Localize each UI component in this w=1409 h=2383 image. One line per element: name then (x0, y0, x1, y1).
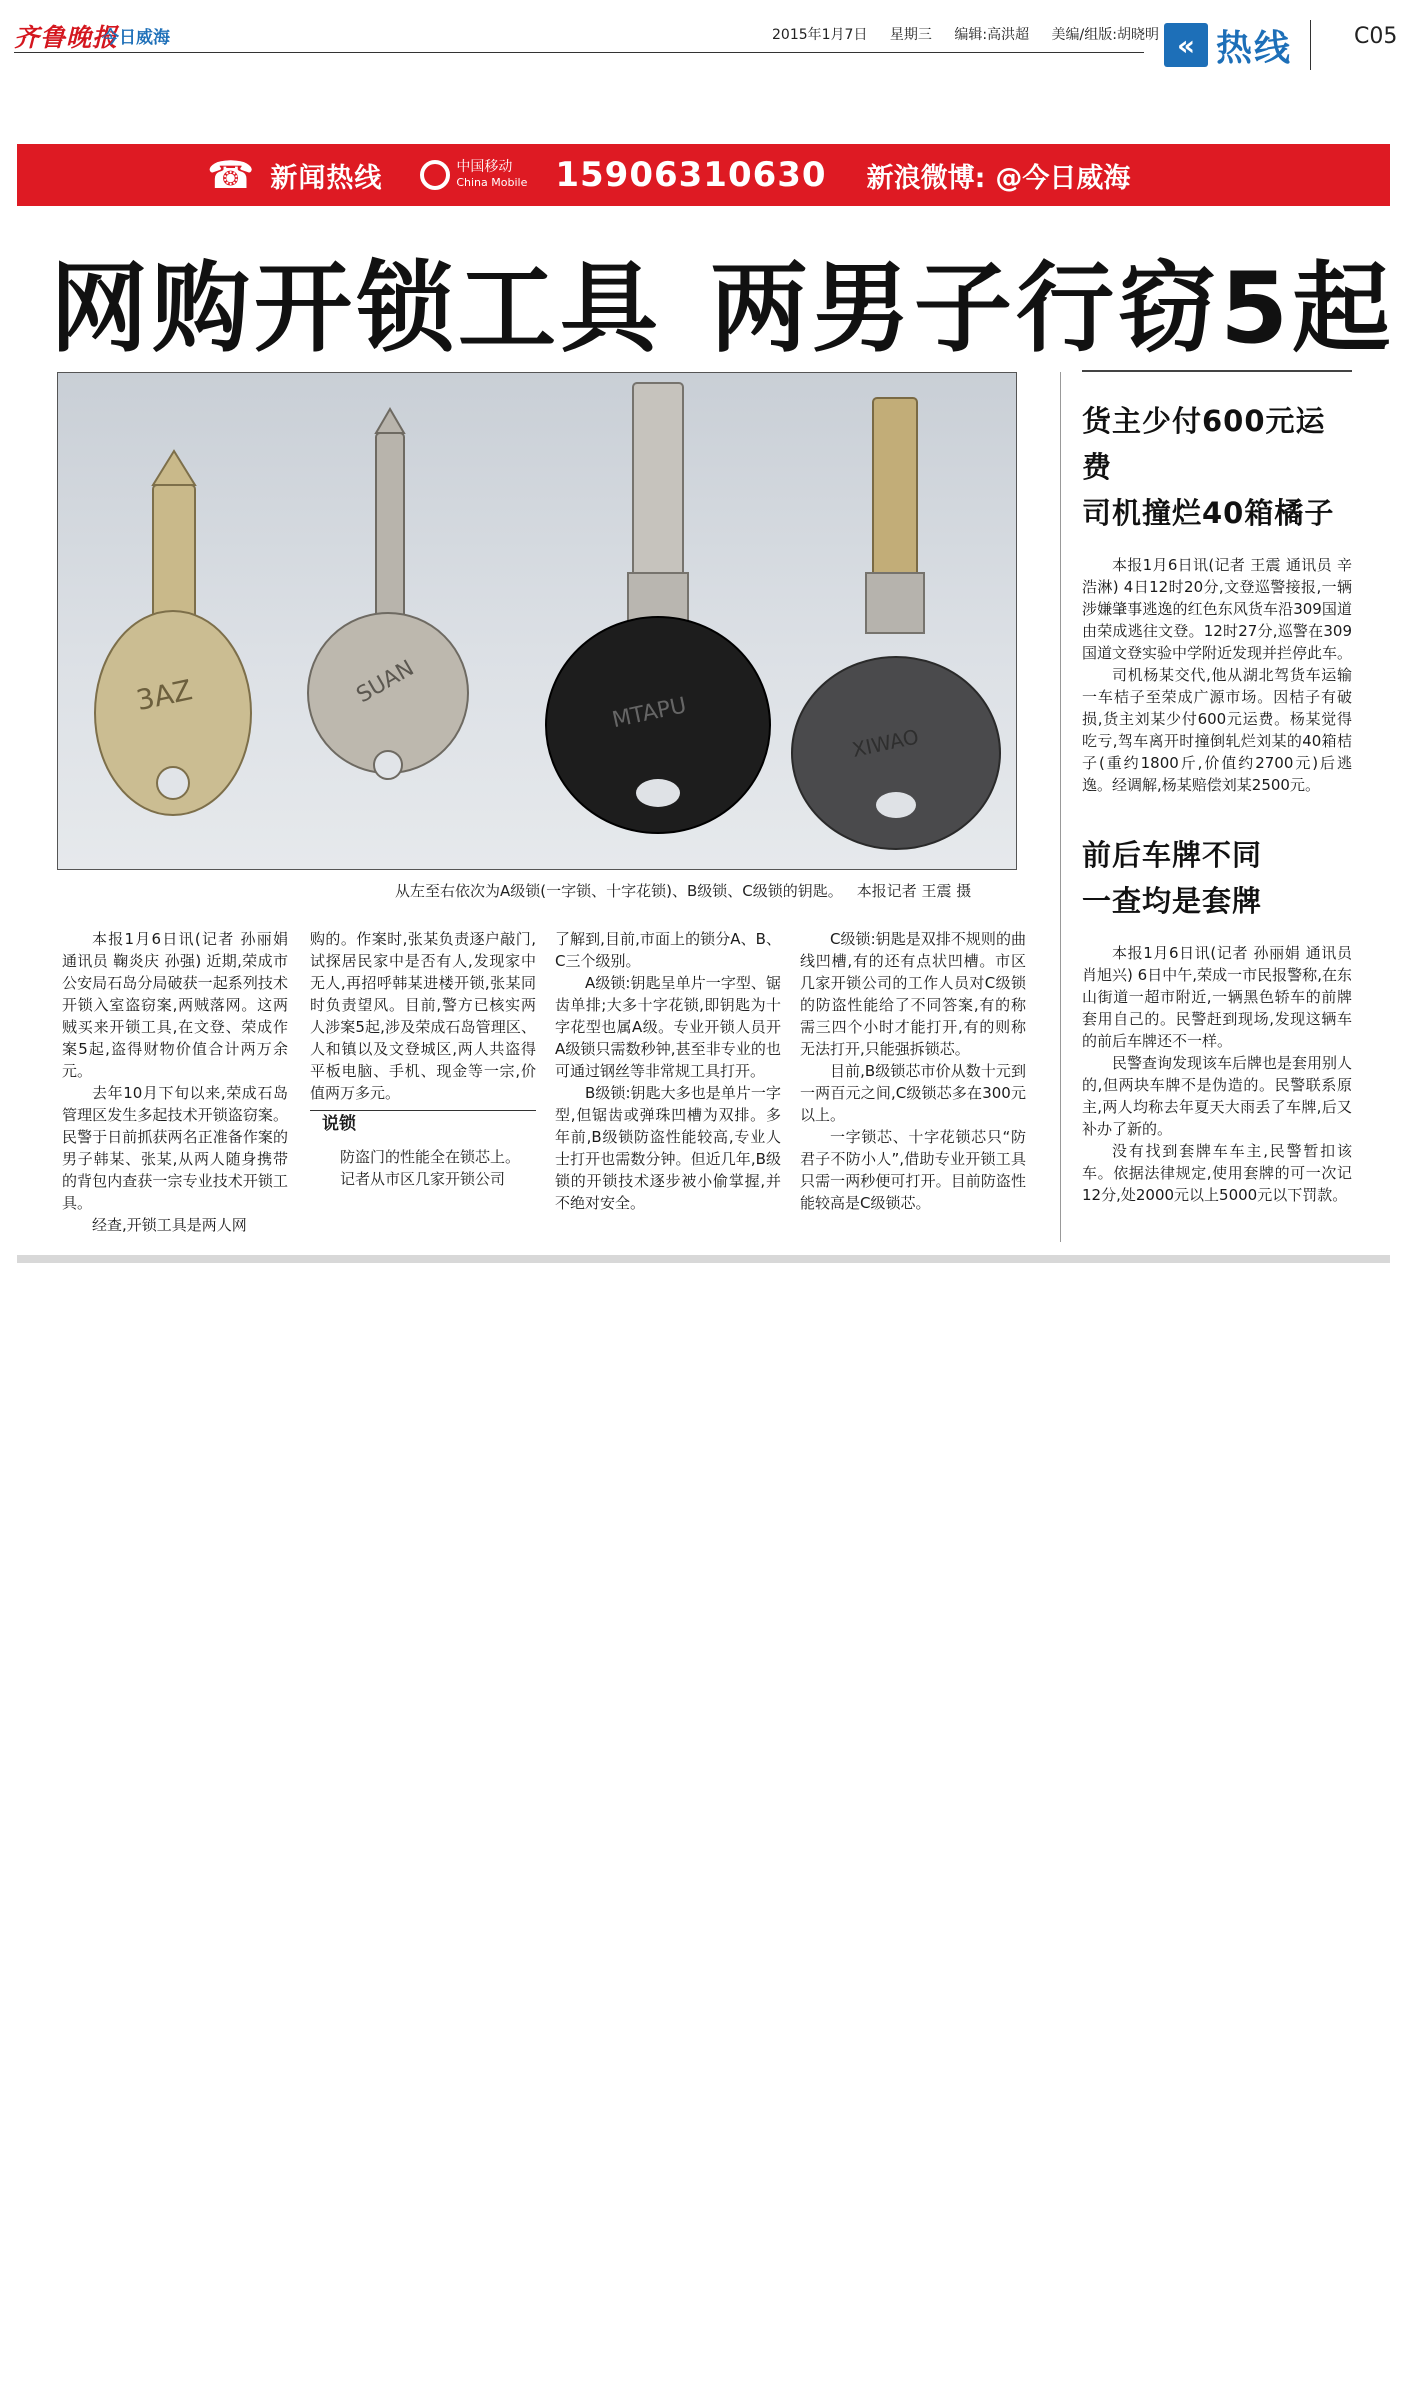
svg-text:MTAPU: MTAPU (610, 693, 689, 734)
article-paragraph: 经查,开锁工具是两人网 (92, 1216, 247, 1234)
article-column-2 (310, 928, 536, 1190)
issue-meta (772, 24, 1177, 44)
side-story-1-title-line-2: 司机撞烂40箱橘子 (1082, 496, 1335, 530)
sidebar-title: 说锁 (322, 1113, 362, 1135)
header-rule (14, 52, 1144, 53)
side-story-1 (1082, 398, 1352, 796)
article-paragraph: 一字锁芯、十字花锁芯只“防君子不防小人”,借助专业开锁工具只需一两秒便可打开。目前防盗性能较高是C级锁芯。 (800, 1128, 1026, 1212)
china-mobile-cn: 中国移动 (456, 159, 513, 175)
side-story-2-title-line-2: 一查均是套牌 (1082, 884, 1263, 918)
article-paragraph: 去年10月下旬以来,荣成石岛管理区发生多起技术开锁盗窃案。民警于日前抓获两名正准备作案的男子韩某、张某,从两人随身携带的背包内查获一宗专业技术开锁工具。 (62, 1084, 288, 1212)
article-paragraph: C级锁:钥匙是双排不规则的曲线凹槽,有的还有点状凹槽。市区几家开锁公司的工作人员对C级锁的防盗性能给了不同答案,有的称需三四个小时才能打开,有的则称无法打开,只能强拆锁芯。 (800, 930, 1026, 1058)
article-paragraph: B级锁:钥匙大多也是单片一字型,但锯齿或弹珠凹槽为双排。多年前,B级锁防盗性能较高,专业人士打开也需数分钟。但近几年,B级锁的开锁技术逐步被小偷掌握,并不绝对安全。 (555, 1084, 781, 1212)
side-story-1-paragraph: 司机杨某交代,他从湖北驾货车运输一车桔子至荣成广源市场。因桔子有破损,货主刘某少付600元运费。杨某觉得吃亏,驾车离开时撞倒轧烂刘某的40箱桔子(重约1800斤,价值约2700元)后逃逸。经调解,杨某赔偿刘某2500元。 (1082, 666, 1352, 794)
key-a-cross-icon (308, 409, 468, 779)
side-story-2-paragraph: 本报1月6日讯(记者 孙丽娟 通讯员 肖旭兴) 6日中午,荣成一市民报警称,在东山街道一超市附近,一辆黑色轿车的前牌套用自己的。民警赶到现场,发现这辆车的前后车牌还不一样。 (1082, 944, 1352, 1050)
sidebar-paragraph: 记者从市区几家开锁公司 (340, 1170, 506, 1188)
key-c-icon (792, 398, 1000, 849)
page-bottom-rule (17, 1255, 1390, 1263)
svg-text:3AZ: 3AZ (133, 673, 196, 718)
china-mobile-en: China Mobile (456, 176, 528, 189)
china-mobile-logo (420, 160, 527, 190)
main-headline (50, 230, 1395, 371)
issue-date: 2015年1月7日 (772, 27, 868, 43)
article-paragraph: A级锁:钥匙呈单片一字型、锯齿单排;大多十字花锁,即钥匙为十字花型也属A级。专业开锁人员开A级锁只需数秒钟,甚至非专业的也可通过钢丝等非常规工具打开。 (555, 974, 781, 1080)
key-a-flat-icon (95, 451, 251, 815)
hotline-number: 15906310630 (555, 155, 827, 195)
photo-caption-text: 从左至右依次为A级锁(一字锁、十字花锁)、B级锁、C级锁的钥匙。 (395, 882, 843, 900)
key-b-icon (546, 383, 770, 833)
article-paragraph: 本报1月6日讯(记者 孙丽娟 通讯员 鞠炎庆 孙强) 近期,荣成市公安局石岛分局破获一起系列技术开锁入室盗窃案,两贼落网。这两贼买来开锁工具,在文登、荣成作案5起,盗得财物价值合计两万余元。 (62, 930, 288, 1080)
article-column-4 (800, 928, 1026, 1214)
keys-illustration (58, 373, 1017, 870)
article-paragraph: 目前,B级锁芯市价从数十元到一两百元之间,C级锁芯多在300元以上。 (800, 1062, 1026, 1124)
article-paragraph: 了解到,目前,市面上的锁分A、B、C三个级别。 (555, 930, 781, 970)
headline-part-2: 两男子行窃5起 (710, 252, 1395, 366)
side-story-2-paragraph: 没有找到套牌车车主,民警暂扣该车。依据法律规定,使用套牌的可一次记12分,处2000元以上5000元以下罚款。 (1082, 1142, 1352, 1204)
side-top-rule (1082, 370, 1352, 372)
column-divider (1060, 372, 1061, 1242)
section-name: 今日威海 (102, 28, 170, 48)
article-paragraph: 购的。作案时,张某负责逐户敲门,试探居民家中是否有人,发现家中无人,再招呼韩某进楼开锁,张某同时负责望风。目前,警方已核实两人涉案5起,涉及荣成石岛管理区、人和镇以及文登城区,两人共盗得平板电脑、手机、现金等一宗,价值两万多元。 (310, 930, 536, 1102)
sidebar-box-title (310, 1110, 536, 1138)
china-mobile-icon (420, 160, 450, 190)
designer-credit: 美编/组版:胡晓明 (1051, 27, 1159, 43)
phone-icon: ☎ (207, 153, 255, 197)
hotline-banner-label: 新闻热线 (270, 162, 383, 194)
photo-credit: 本报记者 王震 摄 (856, 882, 972, 900)
svg-text:SUAN: SUAN (352, 655, 419, 709)
hotline-banner (17, 144, 1390, 206)
side-story-1-paragraph: 本报1月6日讯(记者 王震 通讯员 辛浩淋) 4日12时20分,文登巡警接报,一辆涉嫌肇事逃逸的红色东风货车沿309国道由荣成逃往文登。12时27分,巡警在309国道文登实验中学附近发现并拦停此车。 (1082, 556, 1353, 662)
side-story-2-title-line-1: 前后车牌不同 (1082, 838, 1263, 872)
chevron-left-icon: « (1164, 23, 1208, 67)
issue-weekday: 星期三 (889, 27, 932, 43)
newspaper-logo: 齐鲁晚报 (14, 23, 119, 52)
article-column-3 (555, 928, 781, 1214)
masthead (14, 18, 1398, 74)
side-story-2 (1082, 832, 1352, 1206)
side-story-2-paragraph: 民警查询发现该车后牌也是套用别人的,但两块车牌不是伪造的。民警联系原主,两人均称去年夏天大雨丢了车牌,后又补办了新的。 (1082, 1054, 1353, 1138)
headline-part-1: 网购开锁工具 (50, 252, 663, 366)
editor-credit: 编辑:高洪超 (954, 27, 1030, 43)
section-tag-label: 热线 (1216, 27, 1293, 69)
page-number: C05 (1354, 24, 1398, 49)
section-tag-divider (1310, 20, 1311, 70)
weibo-label: 新浪微博: (866, 162, 986, 194)
side-story-1-title-line-1: 货主少付600元运费 (1082, 404, 1326, 484)
weibo-handle: @今日威海 (995, 162, 1131, 194)
svg-text:XIWAO: XIWAO (849, 724, 921, 762)
keys-photo (57, 372, 1017, 870)
article-column-1 (62, 928, 288, 1236)
photo-caption (395, 880, 971, 901)
sidebar-paragraph: 防盗门的性能全在锁芯上。 (340, 1148, 521, 1166)
section-tag (1164, 18, 1311, 72)
